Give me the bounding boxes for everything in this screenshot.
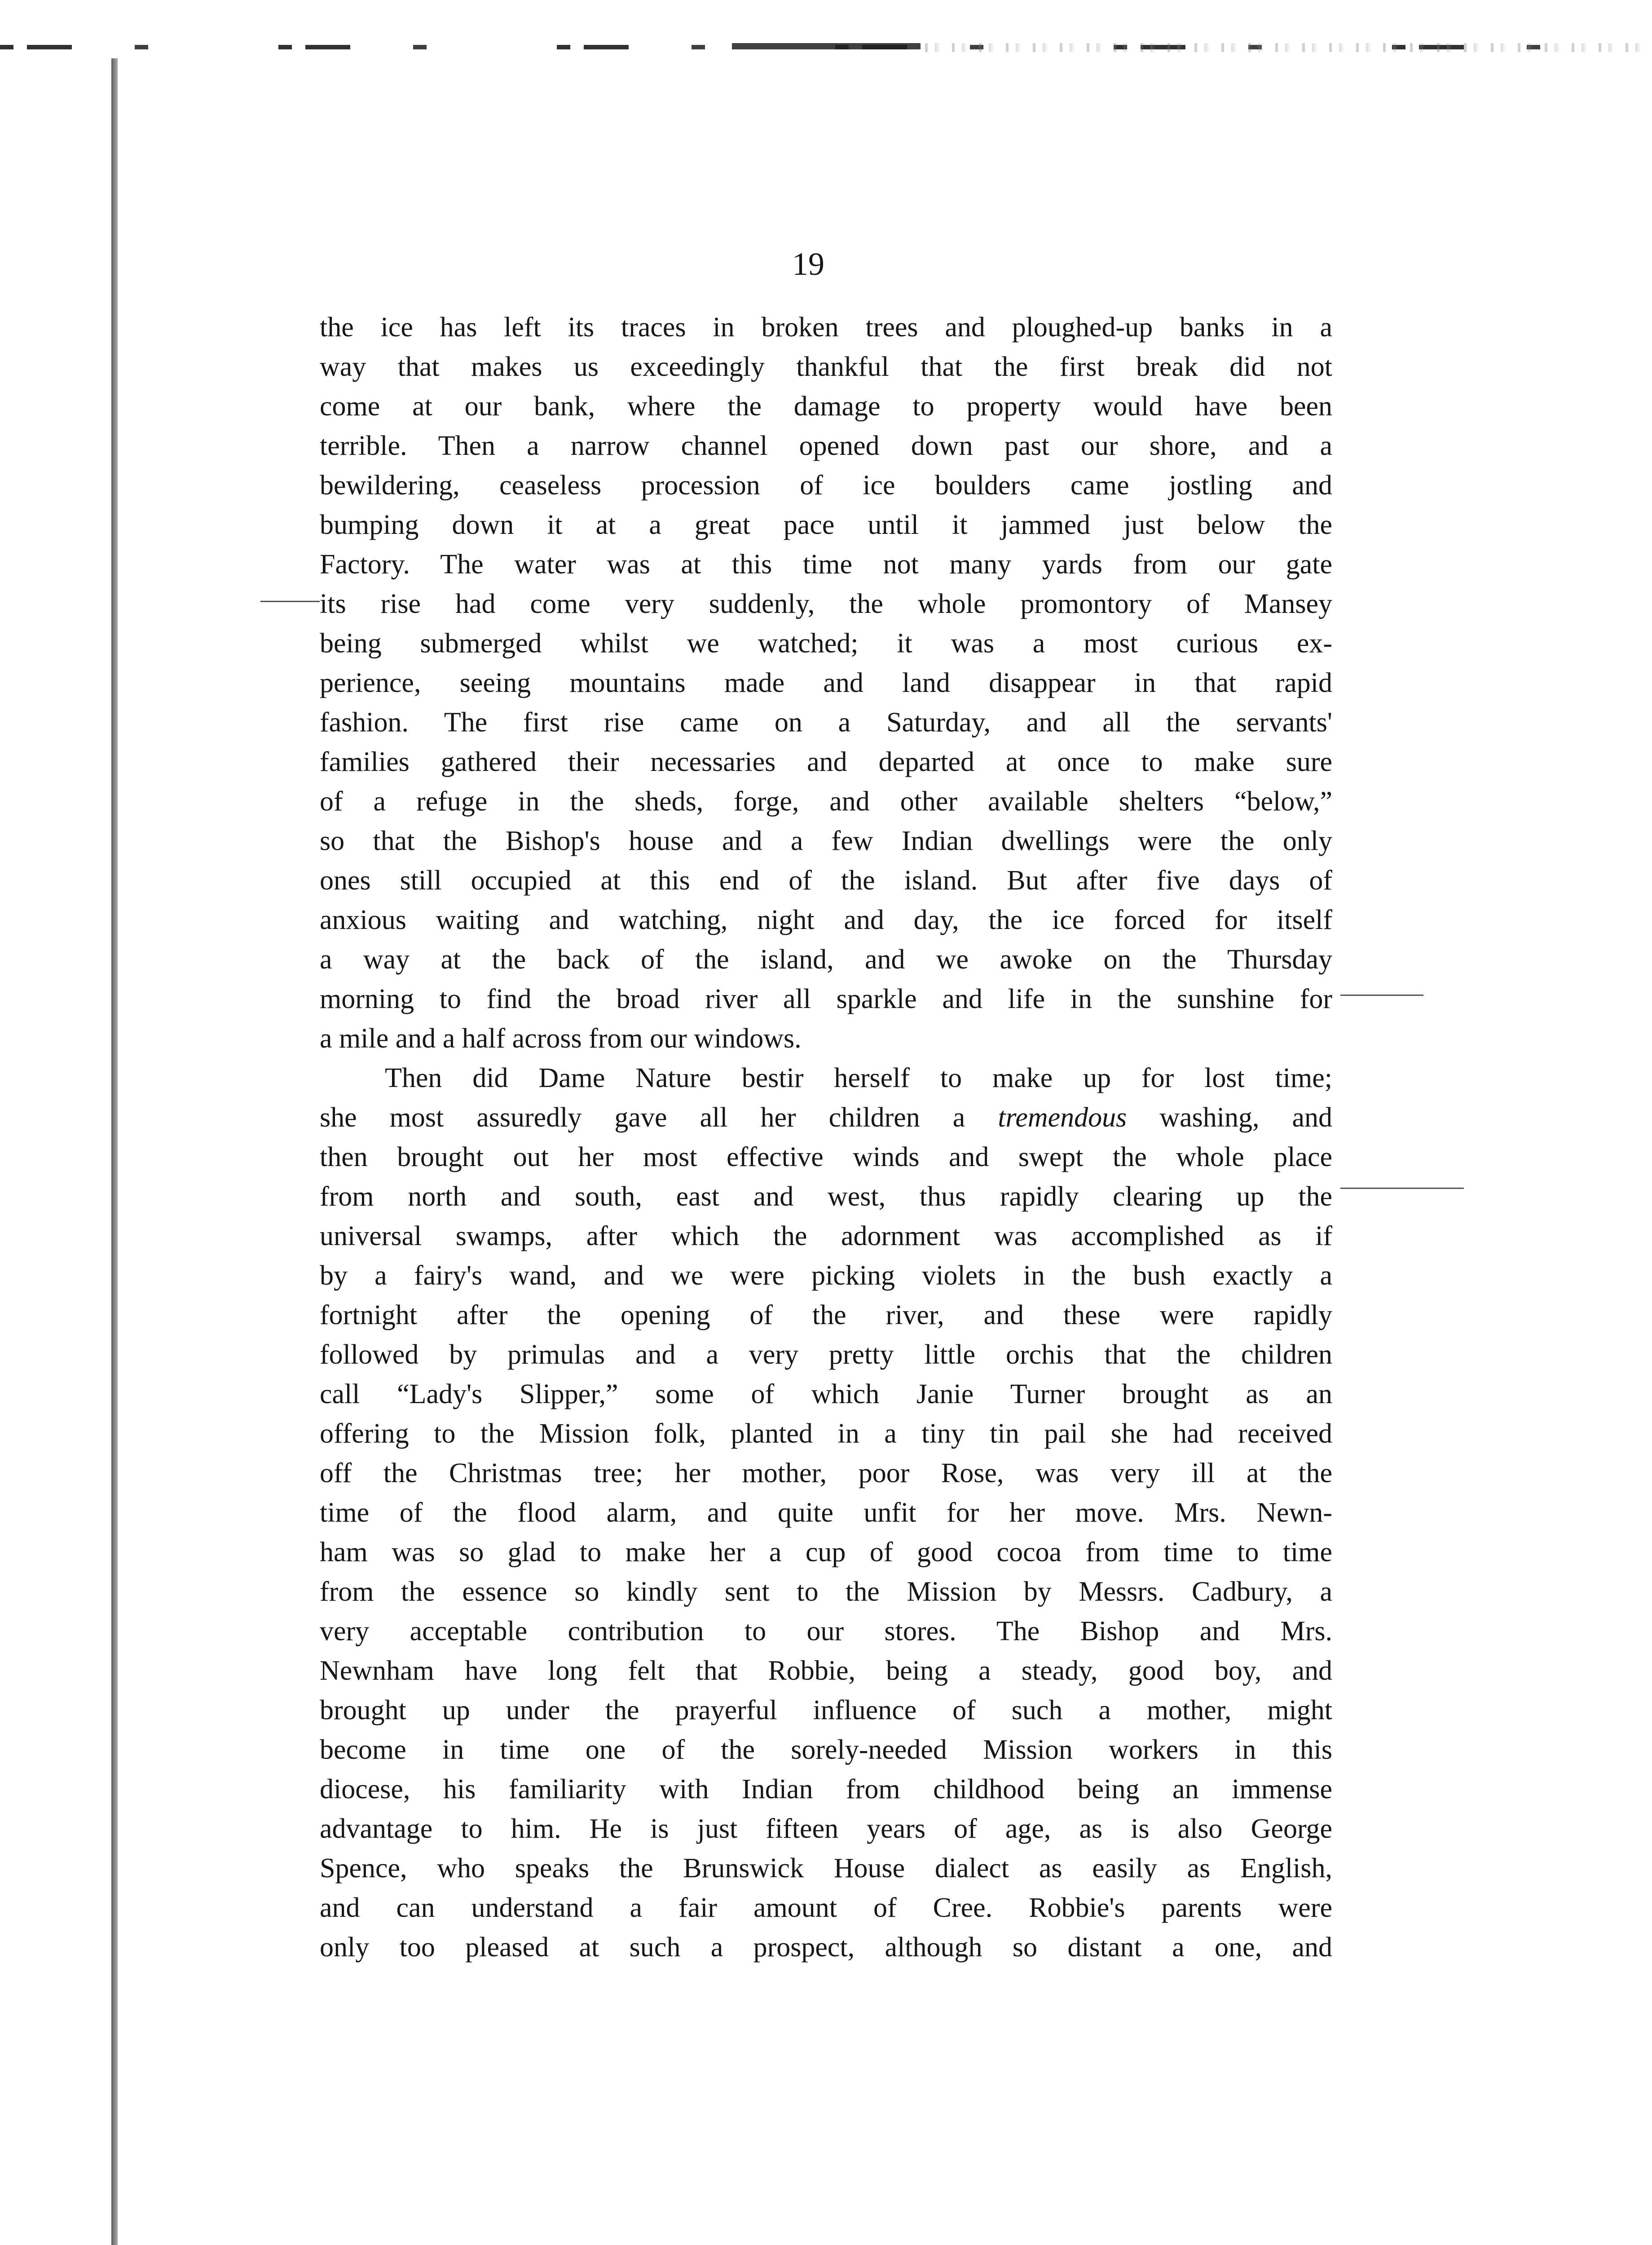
text-line: Factory. The water was at this time not many yards from our gate [320, 549, 1332, 580]
text-line: bumping down it at a great pace until it jammed just below the [320, 510, 1332, 540]
text-line: the ice has left its traces in broken trees and ploughed-up banks in a [320, 312, 1332, 343]
text-line: ham was so glad to make her a cup of good cocoa from time to time [320, 1537, 1332, 1567]
italic-word: tremendous [998, 1102, 1127, 1133]
text-line: fortnight after the opening of the river, and these were rapidly [320, 1300, 1332, 1330]
text-line: diocese, his familiarity with Indian from childhood being an immense [320, 1774, 1332, 1805]
text-line-with-italic [320, 1098, 1332, 1137]
text-line: brought up under the prayerful influence of such a mother, might [320, 1695, 1332, 1726]
text-line: a way at the back of the island, and we awoke on the Thursday [320, 944, 1332, 975]
text-segment: she most assuredly gave all her children a [320, 1102, 998, 1133]
text-line: call “Lady's Slipper,” some of which Janie Turner brought as an [320, 1379, 1332, 1409]
scan-top-speckle [925, 43, 1643, 52]
text-line: anxious waiting and watching, night and day, the ice forced for itself [320, 905, 1332, 935]
body-text [320, 308, 1332, 1967]
margin-mark [260, 601, 320, 602]
text-line: off the Christmas tree; her mother, poor Rose, was very ill at the [320, 1458, 1332, 1488]
text-line: Newnham have long felt that Robbie, being a steady, good boy, and [320, 1655, 1332, 1686]
scan-top-rule-dark [732, 43, 921, 49]
text-line: come at our bank, where the damage to property would have been [320, 391, 1332, 422]
text-line: only too pleased at such a prospect, although so distant a one, and [320, 1932, 1332, 1963]
margin-mark [1340, 995, 1423, 996]
text-line: time of the flood alarm, and quite unfit for her move. Mrs. Newn- [320, 1497, 1332, 1528]
text-line: of a refuge in the sheds, forge, and other available shelters “below,” [320, 786, 1332, 817]
text-line: by a fairy's wand, and we were picking violets in the bush exactly a [320, 1260, 1332, 1291]
text-line: from north and south, east and west, thus rapidly clearing up the [320, 1181, 1332, 1212]
text-line: Then did Dame Nature bestir herself to make up for lost time; [385, 1063, 1332, 1093]
text-line: perience, seeing mountains made and land disappear in that rapid [320, 668, 1332, 698]
text-line: and can understand a fair amount of Cree. Robbie's parents were [320, 1893, 1332, 1923]
text-line: way that makes us exceedingly thankful that the first break did not [320, 352, 1332, 382]
paragraph [320, 1058, 1332, 1967]
text-line: morning to find the broad river all sparkle and life in the sunshine for [320, 984, 1332, 1014]
text-line: families gathered their necessaries and departed at once to make sure [320, 747, 1332, 777]
text-line: become in time one of the sorely-needed Mission workers in this [320, 1734, 1332, 1765]
page-number: 19 [792, 246, 824, 282]
text-line: then brought out her most effective winds and swept the whole place [320, 1142, 1332, 1172]
text-line: its rise had come very suddenly, the whole promontory of Mansey [320, 589, 1332, 619]
text-line: so that the Bishop's house and a few Indian dwellings were the only [320, 826, 1332, 856]
text-line: bewildering, ceaseless procession of ice boulders came jostling and [320, 470, 1332, 501]
text-line: followed by primulas and a very pretty little orchis that the children [320, 1339, 1332, 1370]
text-segment: washing, and [1127, 1102, 1332, 1133]
text-line: Spence, who speaks the Brunswick House dialect as easily as English, [320, 1853, 1332, 1884]
margin-mark [1340, 1188, 1464, 1189]
text-line: very acceptable contribution to our stores. The Bishop and Mrs. [320, 1616, 1332, 1646]
page-binding-edge [111, 58, 118, 2245]
text-line: being submerged whilst we watched; it was a most curious ex- [320, 628, 1332, 659]
text-line: terrible. Then a narrow channel opened down past our shore, and a [320, 431, 1332, 461]
text-line: a mile and a half across from our windows. [320, 1023, 802, 1054]
text-line: universal swamps, after which the adornment was accomplished as if [320, 1221, 1332, 1251]
text-line: from the essence so kindly sent to the Mission by Messrs. Cadbury, a [320, 1576, 1332, 1607]
text-line: advantage to him. He is just fifteen years of age, as is also George [320, 1814, 1332, 1844]
paragraph [320, 308, 1332, 1058]
text-line: offering to the Mission folk, planted in a tiny tin pail she had received [320, 1418, 1332, 1449]
text-line: ones still occupied at this end of the island. But after five days of [320, 865, 1332, 896]
text-line: fashion. The first rise came on a Saturday, and all the servants' [320, 707, 1332, 738]
